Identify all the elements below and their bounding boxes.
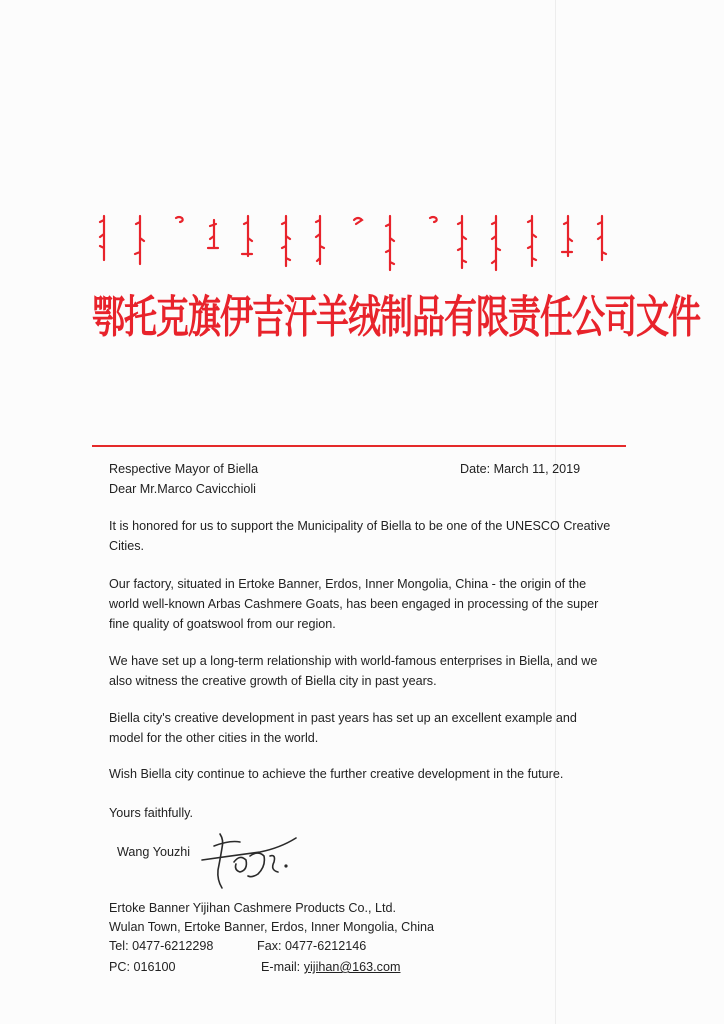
recipient-salutation: Dear Mr.Marco Cavicchioli — [109, 482, 256, 496]
paragraph-line: Wish Biella city continue to achieve the further creative development in the future. — [109, 767, 564, 781]
scan-fold-line — [555, 0, 556, 1024]
closing: Yours faithfully. — [109, 806, 194, 820]
mongolian-script-header — [96, 212, 626, 272]
body-paragraph — [109, 651, 629, 691]
footer-address: Wulan Town, Ertoke Banner, Erdos, Inner Mongolia, China — [109, 920, 435, 934]
email-label: E-mail: — [261, 960, 304, 974]
letter-date: Date: March 11, 2019 — [460, 462, 581, 476]
body-paragraph — [109, 764, 629, 784]
email-link[interactable]: yijihan@163.com — [303, 960, 401, 974]
paragraph-line: It is honored for us to support the Municipality of Biella to be one of the UNESCO Creative — [109, 519, 611, 533]
footer-postcode: PC: 016100 — [109, 960, 176, 974]
body-paragraph — [109, 574, 629, 634]
paragraph-line: Cities. — [109, 539, 144, 553]
handwritten-signature — [200, 826, 300, 896]
paragraph-line: world well-known Arbas Cashmere Goats, has been engaged in processing of the super — [109, 597, 599, 611]
paragraph-line: model for the other cities in the world. — [109, 731, 319, 745]
paragraph-line: We have set up a long-term relationship with world-famous enterprises in Biella, and we — [109, 654, 598, 668]
header-divider — [92, 445, 626, 447]
footer-tel: Tel: 0477-6212298 — [109, 939, 214, 953]
company-name-chinese: 鄂托克旗伊吉汗羊绒制品有限责任公司文件 — [92, 290, 700, 343]
footer-fax: Fax: 0477-6212146 — [257, 939, 367, 953]
body-paragraph — [109, 516, 629, 556]
paragraph-line: Biella city's creative development in past years has set up an excellent example and — [109, 711, 577, 725]
footer-email — [261, 957, 400, 977]
signer-name: Wang Youzhi — [117, 845, 191, 859]
body-paragraph — [109, 708, 629, 748]
paragraph-line: also witness the creative growth of Biella city in past years. — [109, 674, 437, 688]
footer-company: Ertoke Banner Yijihan Cashmere Products Co., Ltd. — [109, 901, 397, 915]
paragraph-line: Our factory, situated in Ertoke Banner, Erdos, Inner Mongolia, China - the origin of the — [109, 577, 587, 591]
paragraph-line: fine quality of goatswool from our region. — [109, 617, 336, 631]
mongolian-script-graphic — [96, 212, 626, 272]
recipient-title: Respective Mayor of Biella — [109, 462, 259, 476]
